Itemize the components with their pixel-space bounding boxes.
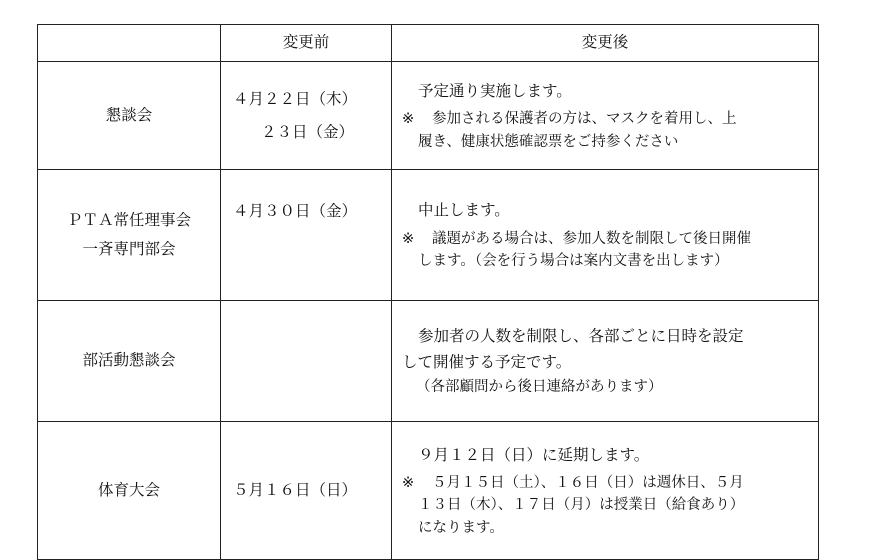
event-name: 一斉専門部会 (82, 240, 176, 258)
before-date: ２３日（金） (261, 122, 355, 141)
event-name: ＰＴＡ常任理事会 (66, 210, 191, 229)
note-mark: ※ (402, 111, 415, 128)
note-line: します。（会を行う場合は案内文書を出します） (418, 253, 729, 270)
header-before: 変更前 (221, 25, 392, 62)
header-event (38, 25, 221, 62)
after-text: して開催する予定です。 (402, 353, 572, 372)
note (402, 108, 812, 153)
event-name-cell (38, 62, 221, 170)
before-cell (221, 170, 392, 301)
note-line: になります。 (418, 519, 504, 536)
table-row (38, 422, 819, 560)
before-date: ４月２２日（木） (233, 89, 358, 108)
after-note: （各部顧問から後日連絡があります） (416, 378, 663, 395)
schedule-change-table (37, 24, 819, 560)
note (402, 228, 812, 273)
before-cell (221, 301, 392, 422)
event-name: 部活動懇談会 (82, 351, 176, 370)
event-name-cell (38, 301, 221, 422)
event-name: 体育大会 (97, 480, 160, 499)
before-date: ４月３０日（金） (233, 202, 358, 220)
before-date: ５月１６日（日） (233, 480, 358, 499)
after-cell (392, 422, 819, 560)
header-row (38, 25, 819, 62)
after-cell (392, 62, 819, 170)
event-name-cell (38, 170, 221, 301)
note-line: 参加される保護者の方は、マスクを着用し、上 (432, 111, 737, 128)
note-line: ５月１５日（土）、１６日（日）は週休日、５月 (432, 474, 744, 491)
note-line: 議題がある場合は、参加人数を制限して後日開催 (432, 230, 751, 247)
note-mark: ※ (402, 474, 415, 491)
note (402, 472, 812, 539)
after-text: ９月１２日（日）に延期します。 (418, 445, 650, 464)
after-text: 中止します。 (418, 201, 510, 220)
header-after: 変更後 (392, 25, 819, 62)
after-text: 参加者の人数を制限し、各部ごとに日時を設定 (418, 327, 744, 346)
note-line: １３日（木）、１７日（月）は授業日（給食あり） (418, 497, 745, 514)
after-cell (392, 170, 819, 301)
event-name: 懇談会 (105, 105, 153, 124)
table-row (38, 62, 819, 170)
table-row (38, 301, 819, 422)
note-line: 履き、健康状態確認票をご持参ください (418, 133, 679, 150)
event-name-cell (38, 422, 221, 560)
before-cell (221, 422, 392, 560)
note-mark: ※ (402, 230, 415, 247)
table-row (38, 170, 819, 301)
after-text: 予定通り実施します。 (418, 81, 572, 100)
before-cell (221, 62, 392, 170)
after-cell (392, 301, 819, 422)
